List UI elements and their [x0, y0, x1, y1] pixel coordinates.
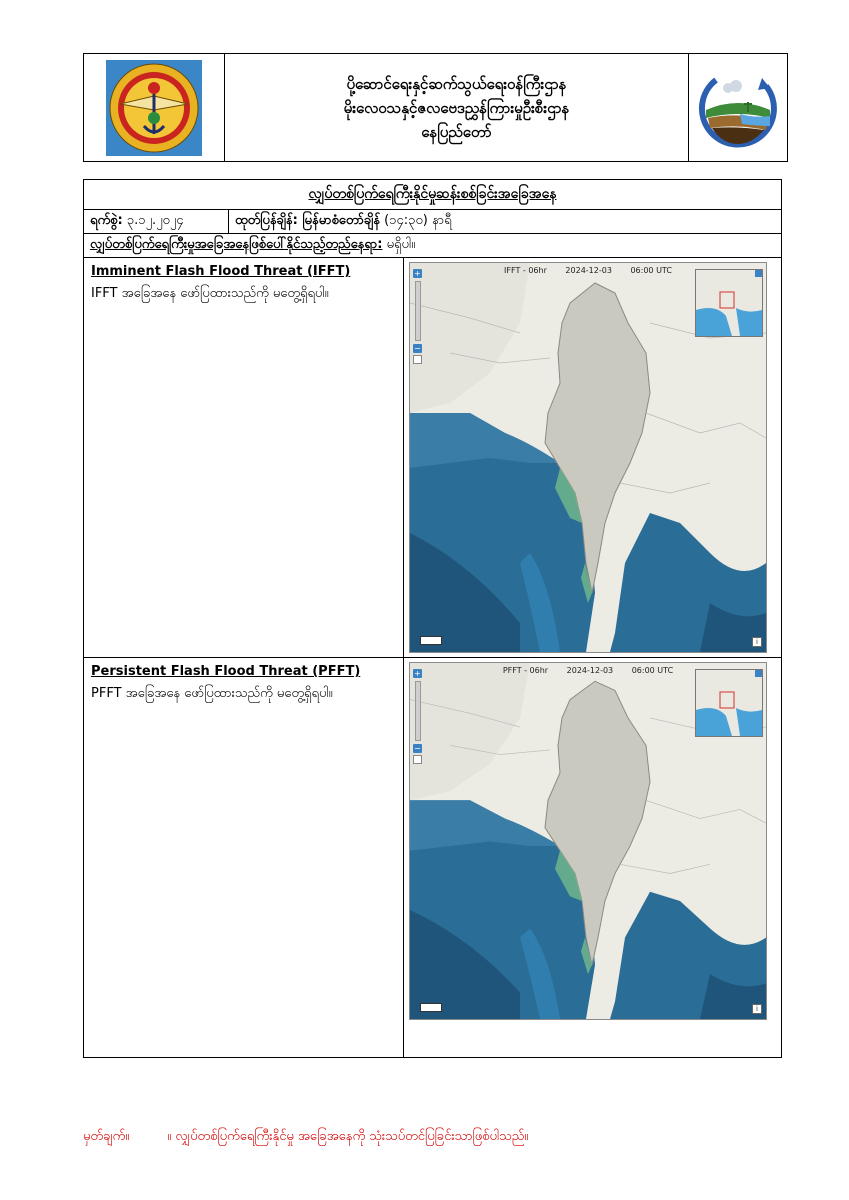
ifft-map-time: 06:00 UTC [630, 266, 672, 275]
scale-bar [420, 636, 442, 645]
inset-close-icon[interactable] [755, 270, 762, 277]
left-logo-cell [84, 54, 225, 161]
pfft-section [84, 658, 781, 1057]
layers-icon[interactable] [413, 355, 422, 364]
pfft-map-date: 2024-12-03 [566, 666, 614, 675]
issue-time-cell [229, 210, 781, 233]
date-cell [84, 210, 229, 233]
pfft-heading: Persistent Flash Flood Threat (PFFT) [91, 664, 361, 679]
pfft-map [409, 662, 767, 1020]
status-label: လျှပ်တစ်ပြက်ရေကြီးမှုအခြေအနေဖြစ်ပေါ်နိုင်သည့်တည်နေရာ: [90, 237, 383, 252]
date-row [84, 210, 781, 234]
issue-time-label: ထုတ်ပြန်ချိန်: မြန်မာစံတော်ချိန် [235, 213, 380, 228]
pfft-map-time: 06:00 UTC [631, 666, 674, 675]
ifft-map-cell [404, 258, 781, 657]
status-value: မရှိပါ။ [386, 237, 416, 252]
info-icon[interactable]: i [752, 1004, 762, 1014]
inset-map [696, 670, 762, 736]
ifft-zoom-control[interactable] [413, 269, 422, 364]
issue-time-value: (၁၄:၃၀) နာရီ [384, 213, 452, 228]
department-name: မိုးလေဝသနှင့်ဇလဗေဒညွှန်ကြားမှုဦးစီးဌာန [343, 98, 570, 117]
info-icon[interactable]: i [752, 637, 762, 647]
zoom-out-icon[interactable]: − [414, 344, 421, 353]
zoom-slider[interactable] [415, 681, 421, 741]
zoom-slider[interactable] [415, 281, 421, 341]
ifft-description: IFFT အခြေအနေ ဖော်ပြထားသည်ကို မတွေ့ရှိရပါ။ [91, 286, 329, 301]
footer-note-text: ။ လျှပ်တစ်ပြက်ရေကြီးနိုင်မှု အခြေအနေကို သုံးသပ်တင်ပြခြင်းသာဖြစ်ပါသည်။ [167, 1129, 529, 1144]
letterhead [83, 53, 788, 162]
pfft-map-cell [404, 658, 781, 1057]
scale-bar [420, 1003, 442, 1012]
footer-note-label: မှတ်ချက်။ [83, 1129, 130, 1144]
ministry-name: ပို့ဆောင်ရေးနှင့်ဆက်သွယ်ရေးဝန်ကြီးဌာန [346, 74, 567, 93]
report-title: လျှပ်တစ်ပြက်ရေကြီးနိုင်မှုဆန်းစစ်ခြင်းအခြေအနေ [84, 180, 781, 210]
right-logo-cell [688, 54, 787, 161]
ifft-map [409, 262, 767, 653]
ifft-heading: Imminent Flash Flood Threat (IFFT) [91, 264, 351, 279]
pfft-cell-spacer [409, 1020, 778, 1053]
pfft-overview-inset[interactable] [695, 669, 763, 737]
pfft-map-product: PFFT - 06hr [502, 666, 549, 675]
city-name: နေပြည်တော် [421, 122, 492, 141]
date-label: ရက်စွဲ: [90, 213, 123, 228]
footer-note [83, 1128, 528, 1147]
zoom-in-icon[interactable]: + [414, 669, 421, 678]
date-value: ၃.၁၂.၂၀၂၄ [126, 213, 184, 228]
assessment-table [83, 179, 782, 1058]
ifft-map-date: 2024-12-03 [565, 266, 612, 275]
layers-icon[interactable] [413, 755, 422, 764]
ifft-section [84, 258, 781, 658]
hydrology-globe-logo [696, 66, 780, 150]
letterhead-text [225, 54, 688, 161]
inset-close-icon[interactable] [755, 670, 762, 677]
ifft-overview-inset[interactable] [695, 269, 763, 337]
zoom-out-icon[interactable]: − [414, 744, 421, 753]
pfft-zoom-control[interactable] [413, 669, 422, 764]
inset-map [696, 270, 762, 336]
ifft-map-product: IFFT - 06hr [504, 266, 547, 275]
zoom-in-icon[interactable]: + [414, 269, 421, 278]
ifft-text-cell [84, 258, 404, 657]
pfft-description: PFFT အခြေအနေ ဖော်ပြထားသည်ကို မတွေ့ရှိရပါ။ [91, 686, 333, 701]
pfft-text-cell [84, 658, 404, 1057]
status-row [84, 234, 781, 258]
ministry-emblem-logo [106, 60, 202, 156]
